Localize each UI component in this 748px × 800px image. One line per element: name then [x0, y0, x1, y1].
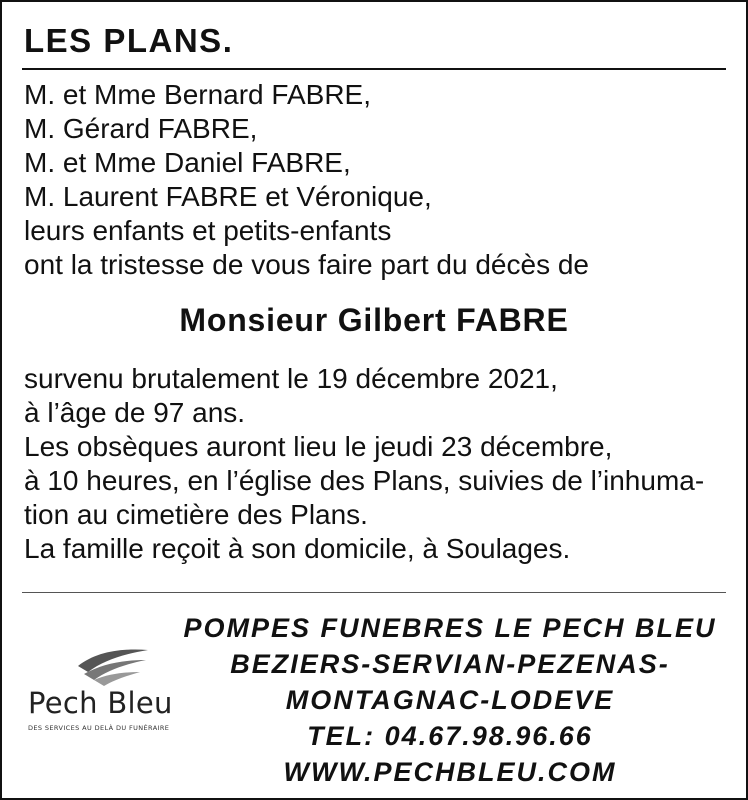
details-line: à 10 heures, en l’église des Plans, suivies de l’inhuma-: [24, 465, 705, 496]
details-line: survenu brutalement le 19 décembre 2021,: [24, 363, 558, 394]
family-line: M. et Mme Daniel FABRE,: [24, 147, 351, 178]
family-line: M. Laurent FABRE et Véronique,: [24, 181, 432, 212]
company-name: POMPES FUNEBRES LE PECH BLEU: [183, 613, 717, 643]
deceased-name: Monsieur Gilbert FABRE: [179, 302, 569, 338]
company-website: WWW.PECHBLEU.COM: [283, 757, 617, 787]
footer-divider: [22, 592, 726, 593]
details-line: à l’âge de 97 ans.: [24, 397, 246, 428]
details-line: tion au cimetière des Plans.: [24, 499, 368, 530]
company-info: [180, 610, 720, 790]
company-locations: MONTAGNAC-LODEVE: [285, 685, 615, 715]
family-line: leurs enfants et petits-enfants: [24, 215, 392, 246]
family-line: M. et Mme Bernard FABRE,: [24, 79, 371, 110]
company-logo: [26, 642, 206, 737]
page-title: LES PLANS.: [24, 22, 234, 59]
details-line: Les obsèques auront lieu le jeudi 23 décembre,: [24, 431, 613, 462]
company-phone: TEL: 04.67.98.96.66: [307, 721, 593, 751]
swoosh-icon: [74, 646, 152, 688]
logo-tagline: DES SERVICES AU DELÀ DU FUNÉRAIRE: [28, 724, 170, 732]
funeral-details: [24, 362, 704, 566]
details-line: La famille reçoit à son domicile, à Soulages.: [24, 533, 571, 564]
logo-wordmark: Pech Bleu: [28, 686, 173, 720]
family-line: ont la tristesse de vous faire part du décès de: [24, 249, 589, 280]
title-divider: [22, 68, 726, 70]
family-list: [24, 78, 589, 282]
family-line: M. Gérard FABRE,: [24, 113, 258, 144]
company-locations: BEZIERS-SERVIAN-PEZENAS-: [230, 649, 670, 679]
